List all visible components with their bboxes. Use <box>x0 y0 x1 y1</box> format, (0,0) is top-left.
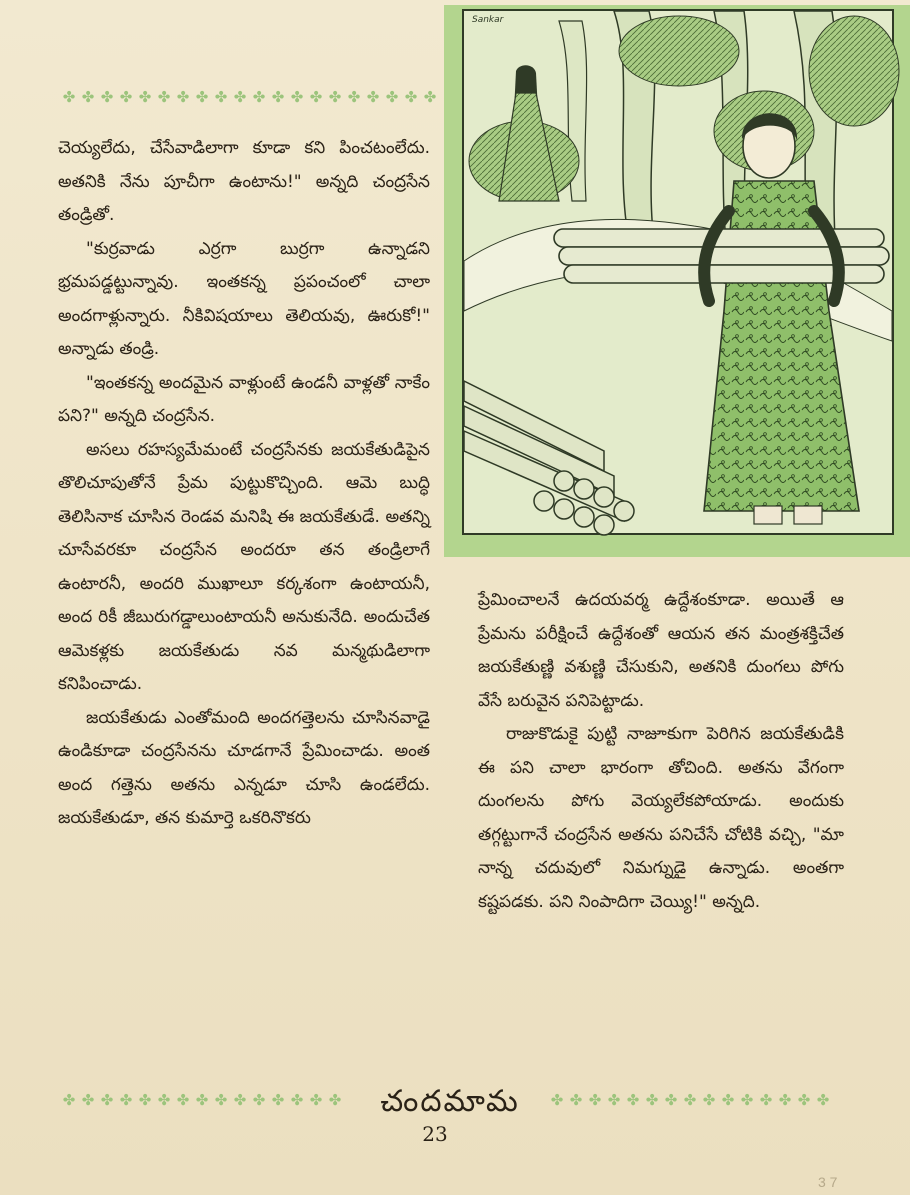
top-ornament-border: ✤ ✤ ✤ ✤ ✤ ✤ ✤ ✤ ✤ ✤ ✤ ✤ ✤ ✤ ✤ ✤ ✤ ✤ ✤ ✤ <box>62 88 438 106</box>
magazine-title: చందమామ <box>380 1084 520 1119</box>
paragraph: ప్రేమించాలనే ఉదయవర్మ ఉద్దేశంకూడా. అయితే ఆ ప్రేమను పరీక్షించే ఉద్దేశంతో ఆయన తన మంత్రశక్తిచేత జయకేతుణ్ణి వశుణ్ణి చేసుకుని, అతనికి దుంగలు పోగు వేసే బరువైన పనిపెట్టాడు. <box>478 590 844 711</box>
right-text-column <box>478 584 844 919</box>
left-text-column <box>58 132 430 836</box>
bottom-ornament-left: ✤ ✤ ✤ ✤ ✤ ✤ ✤ ✤ ✤ ✤ ✤ ✤ ✤ ✤ ✤ <box>62 1091 343 1109</box>
paragraph: "కుర్రవాడు ఎర్రగా బుర్రగా ఉన్నాడని భ్రమపడ్డట్టున్నావు. ఇంతకన్న ప్రపంచంలో చాలా అందగాళ్లున్నారు. నీకివిషయాలు తెలియవు, ఊరుకో!" అన్నాడు తండ్రి. <box>58 238 430 359</box>
artist-signature: Sankar <box>472 15 504 25</box>
paragraph: "ఇంతకన్న అందమైన వాళ్లుంటే ఉండనీ వాళ్లతో నాకేం పని?" అన్నది చంద్రసేన. <box>58 372 430 426</box>
page-number: 23 <box>422 1122 448 1146</box>
bottom-ornament-right: ✤ ✤ ✤ ✤ ✤ ✤ ✤ ✤ ✤ ✤ ✤ ✤ ✤ ✤ ✤ <box>550 1091 831 1109</box>
paragraph: అసలు రహస్యమేమంటే చంద్రసేనకు జయకేతుడిపైన తొలిచూపుతోనే ప్రేమ పుట్టుకొచ్చింది. ఆమె బుద్ధి తెలిసినాక చూసిన రెండవ మనిషి ఈ జయకేతుడే. అతన్ని చూసేవరకూ చంద్రసేన అందరూ తన తండ్రిలాగే ఉంటారనీ, అందరి ముఖాలూ కర్కశంగా ఉంటాయనీ, అంద రికీ జీబురుగడ్డాలుంటాయనీ అనుకునేది. అందుచేత ఆమెకళ్లకు జయకేతుడు నవ మన్మథుడిలాగా కనిపించాడు. <box>58 439 430 694</box>
paragraph: జయకేతుడు ఎంతోమంది అందగత్తెలను చూసినవాడై ఉండికూడా చంద్రసేనను చూడగానే ప్రేమించాడు. అంత అంద గత్తెను అతను ఎన్నడూ చూసి ఉండలేదు. జయకేతుడూ, తన కుమార్తె ఒకరినొకరు <box>58 707 430 828</box>
paragraph: రాజుకొడుకై పుట్టి నాజూకుగా పెరిగిన జయకేతుడికి ఈ పని చాలా భారంగా తోచింది. అతను వేగంగా దుంగలను పోగు వెయ్యలేకపోయాడు. అందుకు తగ్గట్టుగానే చంద్రసేన అతను పనిచేసే చోటికి వచ్చి, "మా నాన్న చదువులో నిమగ్నుడై ఉన్నాడు. అంతగా కష్టపడకు. పని నింపాదిగా చెయ్యి!" అన్నది. <box>478 724 844 912</box>
illustration <box>462 9 894 535</box>
paragraph: చెయ్యలేదు, చేసేవాడిలాగా కూడా కని పించటంలేదు. అతనికి నేను పూచీగా ఉంటాను!" అన్నది చంద్రసేన తండ్రితో. <box>58 138 430 225</box>
forest-scene-illustration <box>464 11 892 533</box>
corner-mark: 3 7 <box>818 1174 838 1190</box>
